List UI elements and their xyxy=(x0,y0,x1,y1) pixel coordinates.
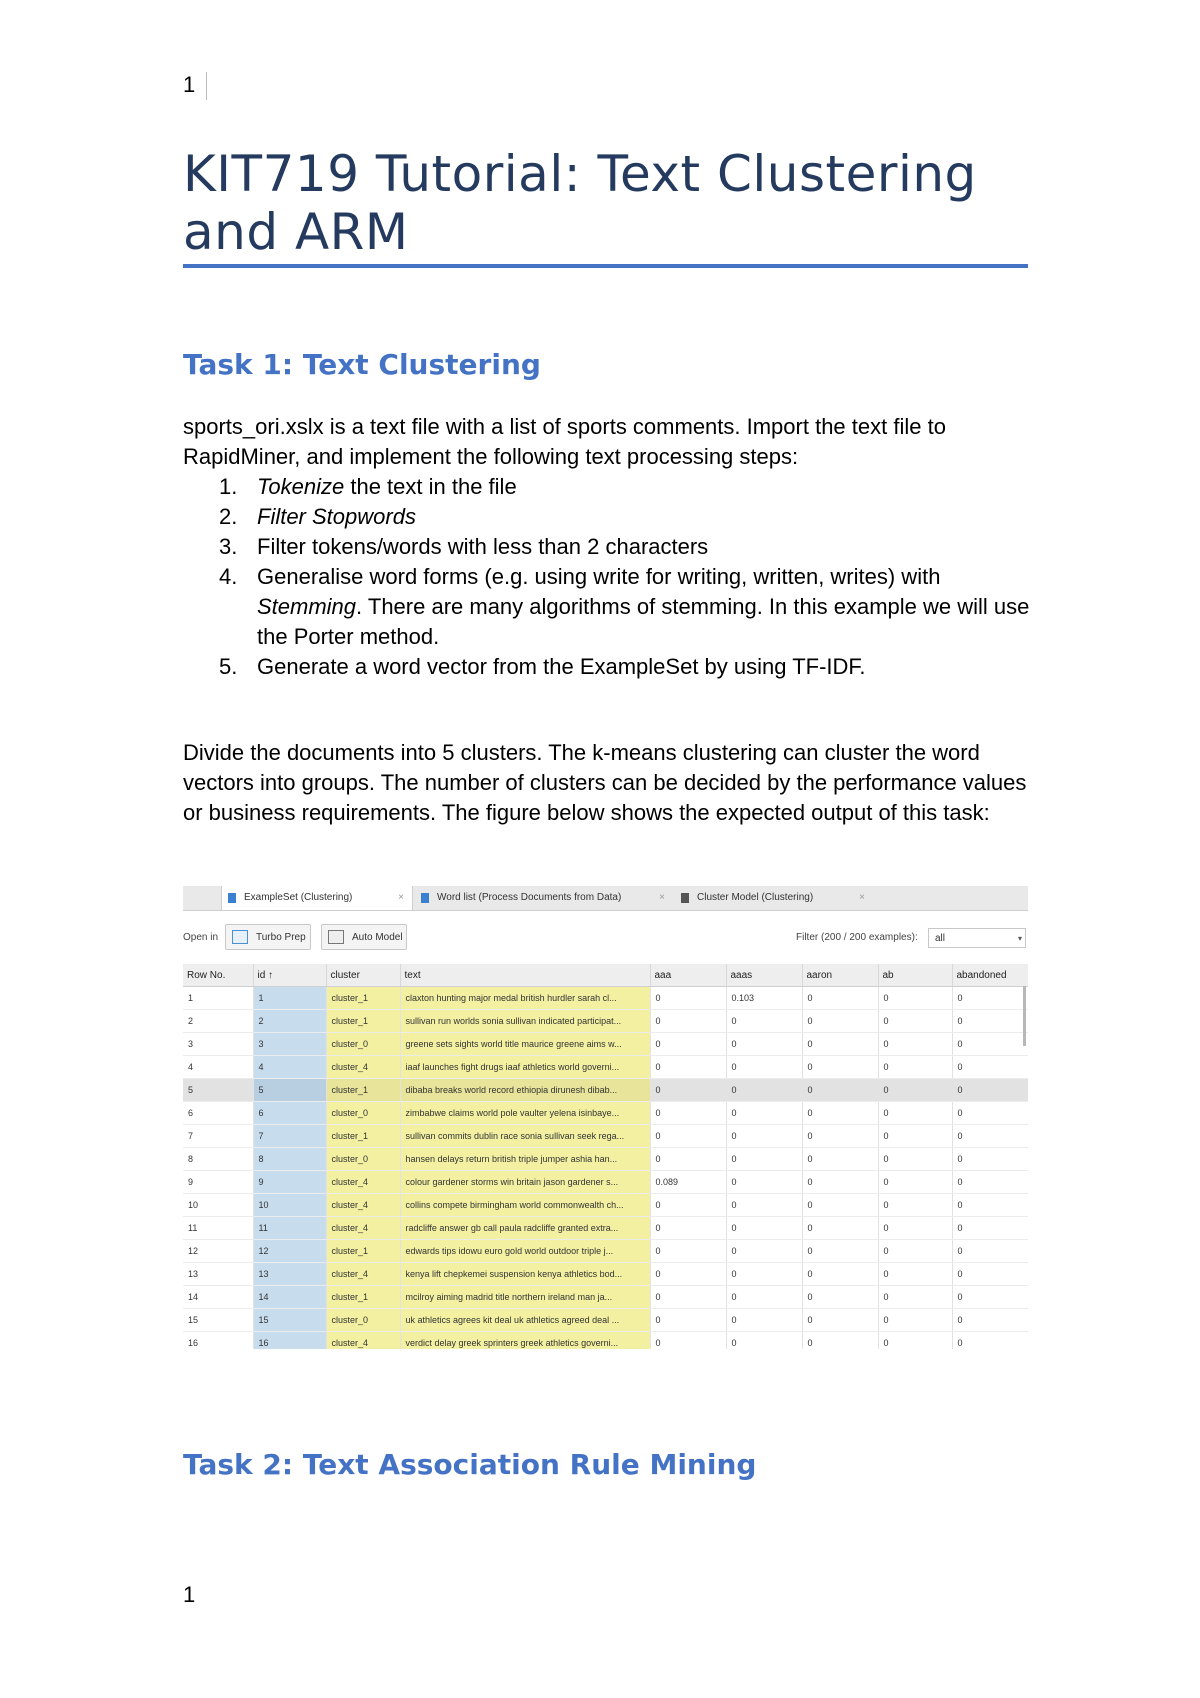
table-cell: 0 xyxy=(726,1010,802,1033)
table-cell: 0 xyxy=(802,1263,878,1286)
table-cell: 0 xyxy=(726,1079,802,1102)
table-cell: 0 xyxy=(952,1010,1028,1033)
table-cell: 0 xyxy=(726,1217,802,1240)
table-cell: 0 xyxy=(952,1033,1028,1056)
table-cell: 0 xyxy=(952,1056,1028,1079)
table-cell: 0 xyxy=(802,1102,878,1125)
table-cell: 0 xyxy=(726,1102,802,1125)
table-cell: 0 xyxy=(878,1056,952,1079)
table-cell: 0 xyxy=(878,1171,952,1194)
table-cell: 0 xyxy=(878,1309,952,1332)
table-cell: 0 xyxy=(952,1263,1028,1286)
table-cell: cluster_4 xyxy=(326,1194,400,1217)
table-cell: radcliffe answer gb call paula radcliffe granted extra... xyxy=(400,1217,650,1240)
table-cell: 6 xyxy=(183,1102,253,1125)
table-cell: 0 xyxy=(802,1148,878,1171)
table-cell: edwards tips idowu euro gold world outdoor triple j... xyxy=(400,1240,650,1263)
table-cell: 0 xyxy=(802,1010,878,1033)
column-header-aaron[interactable]: aaron xyxy=(802,964,878,987)
task1-heading: Task 1: Text Clustering xyxy=(183,348,541,381)
column-header-id[interactable]: id ↑ xyxy=(253,964,326,987)
table-cell: 5 xyxy=(183,1079,253,1102)
table-cell: 0 xyxy=(802,1286,878,1309)
table-cell: 7 xyxy=(183,1125,253,1148)
task2-heading: Task 2: Text Association Rule Mining xyxy=(183,1448,757,1481)
table-cell: kenya lift chepkemei suspension kenya athletics bod... xyxy=(400,1263,650,1286)
table-cell: 0 xyxy=(878,1033,952,1056)
list-item: 2. Filter Stopwords xyxy=(219,504,416,529)
table-cell: 15 xyxy=(183,1309,253,1332)
tab-cluster-model[interactable]: Cluster Model (Clustering) × xyxy=(675,886,873,910)
table-cell: mcilroy aiming madrid title northern ireland man ja... xyxy=(400,1286,650,1309)
table-cell: 0 xyxy=(802,1309,878,1332)
document-title: KIT719 Tutorial: Text Clustering and ARM xyxy=(183,145,977,261)
open-in-label: Open in xyxy=(183,932,219,943)
column-header-aaas[interactable]: aaas xyxy=(726,964,802,987)
table-cell: claxton hunting major medal british hurdler sarah cl... xyxy=(400,987,650,1010)
table-cell: colour gardener storms win britain jason gardener s... xyxy=(400,1171,650,1194)
table-cell: 0 xyxy=(802,1171,878,1194)
table-row[interactable] xyxy=(183,1033,1028,1056)
table-cell: 0 xyxy=(802,987,878,1010)
column-header-row-no[interactable]: Row No. xyxy=(183,964,253,987)
table-cell: 0 xyxy=(878,1194,952,1217)
table-cell: cluster_4 xyxy=(326,1056,400,1079)
table-cell: 0 xyxy=(726,1286,802,1309)
column-header-text[interactable]: text xyxy=(400,964,650,987)
table-row[interactable] xyxy=(183,1286,1028,1309)
table-cell: cluster_4 xyxy=(326,1263,400,1286)
table-cell: 0 xyxy=(650,1056,726,1079)
table-cell: 0 xyxy=(952,1309,1028,1332)
table-cell: 0 xyxy=(952,1332,1028,1350)
close-icon[interactable]: × xyxy=(859,892,865,903)
table-cell: 0 xyxy=(878,1332,952,1350)
table-cell: 1 xyxy=(253,987,326,1010)
table-cell: 0 xyxy=(650,1102,726,1125)
processing-steps-list xyxy=(183,472,1043,682)
turbo-prep-icon xyxy=(232,930,248,944)
table-cell: 14 xyxy=(183,1286,253,1309)
table-cell: 0 xyxy=(952,1194,1028,1217)
table-cell: 6 xyxy=(253,1102,326,1125)
table-row[interactable] xyxy=(183,987,1028,1010)
table-cell: 0 xyxy=(802,1079,878,1102)
table-cell: 0 xyxy=(952,1125,1028,1148)
table-cell: 11 xyxy=(183,1217,253,1240)
table-cell: 0 xyxy=(952,1286,1028,1309)
table-cell: cluster_1 xyxy=(326,1010,400,1033)
table-cell: 0 xyxy=(952,1102,1028,1125)
table-cell: 0 xyxy=(726,1171,802,1194)
table-cell: dibaba breaks world record ethiopia dirunesh dibab... xyxy=(400,1079,650,1102)
table-cell: 0.089 xyxy=(650,1171,726,1194)
table-cell: hansen delays return british triple jumper ashia han... xyxy=(400,1148,650,1171)
model-icon xyxy=(681,893,689,903)
table-cell: 16 xyxy=(183,1332,253,1350)
table-cell: 15 xyxy=(253,1309,326,1332)
table-cell: 0 xyxy=(650,1125,726,1148)
list-item: 4. Generalise word forms (e.g. using write for writing, written, writes) with Stemming. There are many algorithms of stemming. In this example we will use the Porter method. xyxy=(219,564,1030,649)
table-row[interactable] xyxy=(183,1056,1028,1079)
results-tab-bar xyxy=(183,886,1028,911)
table-row[interactable] xyxy=(183,1010,1028,1033)
table-cell: 13 xyxy=(183,1263,253,1286)
table-cell: 9 xyxy=(253,1171,326,1194)
table-cell: 0 xyxy=(726,1194,802,1217)
table-cell: greene sets sights world title maurice greene aims w... xyxy=(400,1033,650,1056)
table-cell: 14 xyxy=(253,1286,326,1309)
table-cell: 0 xyxy=(650,987,726,1010)
table-cell: 0 xyxy=(952,1079,1028,1102)
tab-word-list[interactable]: Word list (Process Documents from Data) × xyxy=(415,886,673,910)
table-cell: 0 xyxy=(726,1263,802,1286)
turbo-prep-button[interactable]: Turbo Prep xyxy=(225,924,311,950)
table-cell: 10 xyxy=(253,1194,326,1217)
table-row[interactable] xyxy=(183,1148,1028,1171)
table-row[interactable] xyxy=(183,1079,1028,1102)
table-cell: 5 xyxy=(253,1079,326,1102)
table-cell: 0 xyxy=(802,1125,878,1148)
table-row[interactable] xyxy=(183,1194,1028,1217)
table-cell: cluster_1 xyxy=(326,1240,400,1263)
filter-label: Filter (200 / 200 examples): xyxy=(796,932,918,943)
table-cell: cluster_1 xyxy=(326,1079,400,1102)
table-cell: 0 xyxy=(802,1194,878,1217)
table-row[interactable] xyxy=(183,1240,1028,1263)
table-cell: 8 xyxy=(253,1148,326,1171)
text-cursor xyxy=(206,72,207,100)
table-row[interactable] xyxy=(183,1263,1028,1286)
table-cell: 0 xyxy=(650,1309,726,1332)
table-cell: 0 xyxy=(726,1332,802,1350)
table-body xyxy=(183,987,1028,1350)
data-table xyxy=(183,964,1028,1349)
table-row[interactable] xyxy=(183,1309,1028,1332)
tab-exampleset[interactable]: ExampleSet (Clustering) × xyxy=(221,886,413,910)
list-item: 3. Filter tokens/words with less than 2 characters xyxy=(219,534,709,559)
table-cell: 13 xyxy=(253,1263,326,1286)
table-cell: 0 xyxy=(650,1033,726,1056)
table-cell: 0 xyxy=(650,1217,726,1240)
table-cell: 0 xyxy=(726,1240,802,1263)
list-item: 1. Tokenize the text in the file xyxy=(219,474,517,499)
table-cell: 1 xyxy=(183,987,253,1010)
table-cell: 2 xyxy=(183,1010,253,1033)
table-cell: verdict delay greek sprinters greek athletics governi... xyxy=(400,1332,650,1350)
column-header-ab[interactable]: ab xyxy=(878,964,952,987)
table-cell: sullivan run worlds sonia sullivan indicated participat... xyxy=(400,1010,650,1033)
table-cell: 2 xyxy=(253,1010,326,1033)
table-cell: 0 xyxy=(952,1240,1028,1263)
results-toolbar xyxy=(183,924,1028,952)
table-cell: 0 xyxy=(802,1240,878,1263)
table-cell: 0 xyxy=(878,1079,952,1102)
table-cell: 0 xyxy=(952,1171,1028,1194)
table-cell: iaaf launches fight drugs iaaf athletics world governi... xyxy=(400,1056,650,1079)
table-cell: cluster_4 xyxy=(326,1171,400,1194)
table-cell: 16 xyxy=(253,1332,326,1350)
table-cell: cluster_0 xyxy=(326,1309,400,1332)
table-cell: 0 xyxy=(952,1148,1028,1171)
table-cell: cluster_4 xyxy=(326,1332,400,1350)
table-cell: 0 xyxy=(952,1217,1028,1240)
table-cell: sullivan commits dublin race sonia sullivan seek rega... xyxy=(400,1125,650,1148)
task1-intro: sports_ori.xslx is a text file with a list of sports comments. Import the text file to RapidMiner, and implement the following text processing steps: xyxy=(183,414,946,469)
footer-page-number: 1 xyxy=(183,1582,196,1607)
table-cell: 4 xyxy=(183,1056,253,1079)
table-icon xyxy=(421,893,429,903)
table-cell: 0 xyxy=(650,1079,726,1102)
task1-paragraph-clusters: Divide the documents into 5 clusters. The k-means clustering can cluster the word vectors into groups. The number of clusters can be decided by the performance values or business requirements. The figure below shows the expected output of this task: xyxy=(183,740,1027,825)
chevron-down-icon: ▾ xyxy=(1017,934,1022,943)
table-cell: 10 xyxy=(183,1194,253,1217)
title-underline xyxy=(183,264,1028,268)
table-cell: 0 xyxy=(650,1148,726,1171)
table-icon xyxy=(228,893,236,903)
table-cell: zimbabwe claims world pole vaulter yelena isinbaye... xyxy=(400,1102,650,1125)
table-cell: 0 xyxy=(878,1125,952,1148)
table-cell: 0 xyxy=(878,1263,952,1286)
table-cell: 0 xyxy=(802,1332,878,1350)
table-cell: 12 xyxy=(183,1240,253,1263)
table-cell: 0 xyxy=(878,1217,952,1240)
table-cell: 12 xyxy=(253,1240,326,1263)
table-cell: 0 xyxy=(878,1010,952,1033)
filter-select[interactable]: all ▾ xyxy=(928,928,1026,948)
table-cell: cluster_1 xyxy=(326,987,400,1010)
rapidminer-screenshot xyxy=(183,886,1028,1349)
table-cell: 0 xyxy=(878,1102,952,1125)
column-header-aaa[interactable]: aaa xyxy=(650,964,726,987)
close-icon[interactable]: × xyxy=(398,892,404,903)
table-cell: 0.103 xyxy=(726,987,802,1010)
table-cell: 0 xyxy=(726,1125,802,1148)
table-cell: 0 xyxy=(878,987,952,1010)
table-cell: 0 xyxy=(650,1010,726,1033)
table-cell: cluster_0 xyxy=(326,1102,400,1125)
table-cell: 3 xyxy=(183,1033,253,1056)
vertical-scrollbar[interactable] xyxy=(1023,986,1026,1046)
table-cell: collins compete birmingham world commonwealth ch... xyxy=(400,1194,650,1217)
auto-model-button[interactable]: Auto Model xyxy=(321,924,407,950)
table-cell: 7 xyxy=(253,1125,326,1148)
table-cell: 8 xyxy=(183,1148,253,1171)
table-cell: 0 xyxy=(878,1148,952,1171)
table-row[interactable] xyxy=(183,1125,1028,1148)
close-icon[interactable]: × xyxy=(659,892,665,903)
table-cell: cluster_0 xyxy=(326,1033,400,1056)
table-cell: 0 xyxy=(726,1148,802,1171)
table-cell: 0 xyxy=(878,1240,952,1263)
table-cell: 9 xyxy=(183,1171,253,1194)
table-cell: 4 xyxy=(253,1056,326,1079)
table-row[interactable] xyxy=(183,1171,1028,1194)
list-item: 5. Generate a word vector from the ExampleSet by using TF-IDF. xyxy=(219,654,866,679)
table-cell: 0 xyxy=(878,1286,952,1309)
table-row[interactable] xyxy=(183,1217,1028,1240)
table-cell: 0 xyxy=(650,1286,726,1309)
table-cell: 0 xyxy=(650,1194,726,1217)
table-cell: cluster_4 xyxy=(326,1217,400,1240)
column-header-abandoned[interactable]: abandoned xyxy=(952,964,1028,987)
table-cell: 0 xyxy=(726,1309,802,1332)
table-cell: 0 xyxy=(726,1056,802,1079)
table-cell: 0 xyxy=(650,1332,726,1350)
table-cell: 0 xyxy=(802,1033,878,1056)
table-cell: 0 xyxy=(952,987,1028,1010)
column-header-cluster[interactable]: cluster xyxy=(326,964,400,987)
table-cell: 0 xyxy=(726,1033,802,1056)
table-row[interactable] xyxy=(183,1332,1028,1350)
table-row[interactable] xyxy=(183,1102,1028,1125)
table-cell: cluster_0 xyxy=(326,1148,400,1171)
table-cell: cluster_1 xyxy=(326,1286,400,1309)
table-cell: uk athletics agrees kit deal uk athletics agreed deal ... xyxy=(400,1309,650,1332)
auto-model-icon xyxy=(328,930,344,944)
table-cell: 0 xyxy=(650,1263,726,1286)
header-page-number: 1 xyxy=(183,72,196,97)
table-cell: 3 xyxy=(253,1033,326,1056)
table-cell: 0 xyxy=(802,1217,878,1240)
table-header-row xyxy=(183,964,1028,987)
table-cell: 11 xyxy=(253,1217,326,1240)
table-cell: cluster_1 xyxy=(326,1125,400,1148)
table-cell: 0 xyxy=(650,1240,726,1263)
table-cell: 0 xyxy=(802,1056,878,1079)
